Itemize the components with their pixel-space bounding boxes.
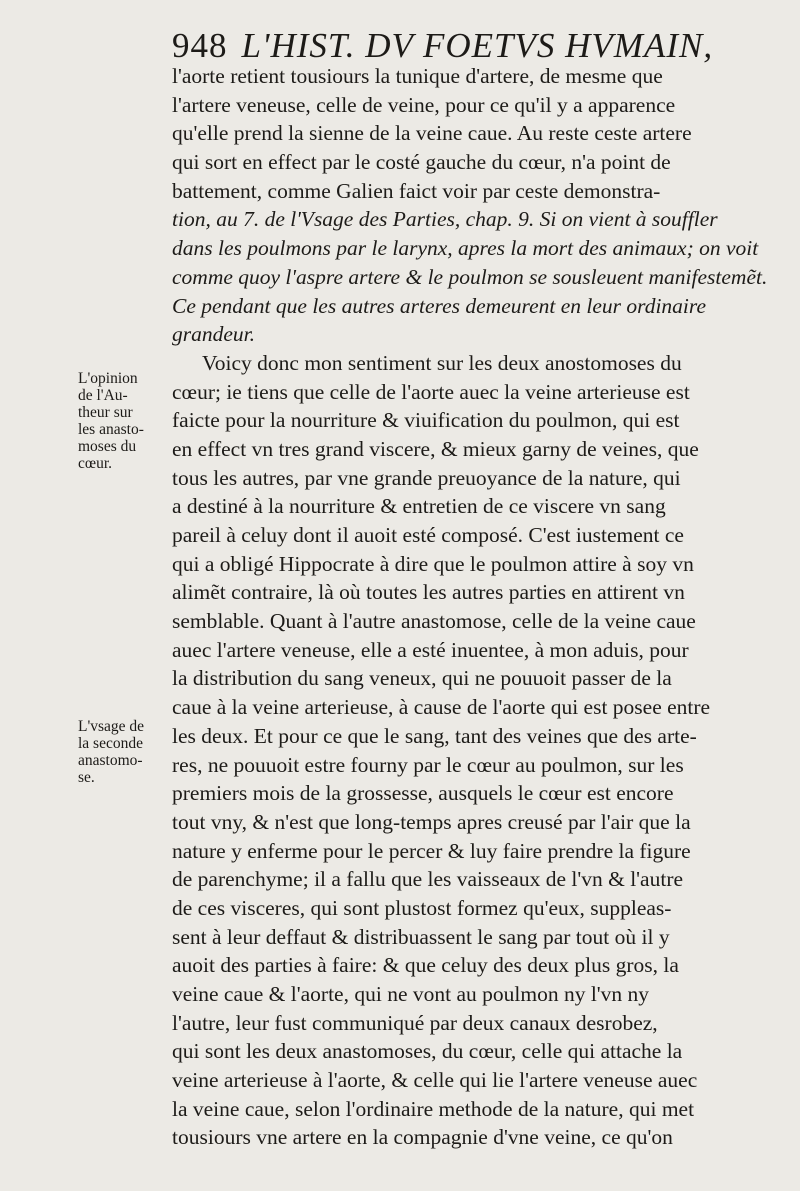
margin-note-line: moses du [78,438,137,455]
margin-note-line: de l'Au- [78,387,128,404]
margin-note-line: les anasto- [78,421,144,438]
margin-note-line: se. [78,769,95,786]
text-line: la veine caue, selon l'ordinaire methode de la nature, qui met [172,1096,695,1121]
margin-note-line: cœur. [78,455,113,472]
margin-note-authors-opinion [78,370,170,472]
margin-note-second-anastomosis [78,718,170,786]
text-line: Ce pendant que les autres arteres demeurent en leur ordinaire [172,293,707,318]
text-line: Voicy donc mon sentiment sur les deux anostomoses du [202,350,682,375]
text-line: qui a obligé Hippocrate à dire que le poulmon attire à soy vn [172,551,694,576]
margin-note-line: la seconde [78,735,143,752]
text-line: tout vny, & n'est que long-temps apres creusé par l'air que la [172,809,691,834]
text-line: caue à la veine arterieuse, à cause de l'aorte qui est posee entre [172,695,711,720]
text-line: de ces visceres, qui sont plustost formez qu'eux, suppleas- [172,895,672,920]
running-header [172,26,782,66]
text-line: veine caue & l'aorte, qui ne vont au poulmon ny l'vn ny [172,982,650,1006]
text-line: pareil à celuy dont il auoit esté composé. C'est iustement ce [172,523,684,547]
text-line: veine arterieuse à l'aorte, & celle qui lie l'artere veneuse auec [172,1068,698,1093]
text-line: grandeur. [172,322,256,347]
running-title: L'HIST. DV FOETVS HVMAIN, [241,26,714,65]
text-line: faicte pour la nourriture & viuification du poulmon, qui est [172,408,680,433]
text-line: premiers mois de la grossesse, ausquels le cœur est encore [172,781,674,806]
text-line: cœur; ie tiens que celle de l'aorte auec la veine arterieuse est [172,379,690,404]
text-line: tion, au 7. de l'Vsage des Parties, chap. 9. Si on vient à souffler [172,207,718,232]
text-line: sent à leur deffaut & distribuassent le sang par tout où il y [172,924,670,949]
text-line: les deux. Et pour ce que le sang, tant des veines que des arte- [172,723,697,748]
text-line: a destiné à la nourriture & entretien de ce viscere vn sang [172,494,666,519]
main-text-column [172,62,772,1152]
text-line: en effect vn tres grand viscere, & mieux garny de veines, que [172,436,699,461]
text-line: l'artere veneuse, celle de veine, pour ce qu'il y a apparence [172,92,676,117]
margin-note-line: L'vsage de [78,718,145,735]
margin-note-line: anastomo- [78,752,143,769]
text-line: res, ne pouuoit estre fourny par le cœur au poulmon, sur les [172,752,684,777]
text-line: dans les poulmons par le larynx, apres la mort des animaux; on voit [172,236,759,261]
text-line: tousiours vne artere en la compagnie d'vne veine, ce qu'on [172,1125,673,1150]
text-line: de parenchyme; il a fallu que les vaisseaux de l'vn & l'autre [172,867,684,892]
text-line: qui sont les deux anastomoses, du cœur, celle qui attache la [172,1039,683,1064]
text-line: nature y enferme pour le percer & luy faire prendre la figure [172,838,691,863]
text-line: alimẽt contraire, là où toutes les autres parties en attirent vn [172,580,685,605]
margin-note-line: L'opinion [78,370,138,387]
text-line: semblable. Quant à l'autre anastomose, celle de la veine caue [172,609,696,634]
text-line: comme quoy l'aspre artere & le poulmon se sousleuent manifestemẽt. [172,264,768,289]
page-number: 948 [172,26,228,65]
text-line: l'aorte retient tousiours la tunique d'artere, de mesme que [172,64,663,88]
text-line: qui sort en effect par le costé gauche du cœur, n'a point de [172,150,671,175]
text-line: qu'elle prend la sienne de la veine caue. Au reste ceste artere [172,121,692,146]
margin-note-line: theur sur [78,404,133,421]
text-line: battement, comme Galien faict voir par ceste demonstra- [172,178,661,203]
text-line: l'autre, leur fust communiqué par deux canaux desrobez, [172,1010,658,1035]
text-line: auec l'artere veneuse, elle a esté inuentee, à mon aduis, pour [172,637,689,662]
text-line: tous les autres, par vne grande preuoyance de la nature, qui [172,465,681,490]
text-line: la distribution du sang veneux, qui ne pouuoit passer de la [172,666,672,691]
text-line: auoit des parties à faire: & que celuy des deux plus gros, la [172,953,679,978]
